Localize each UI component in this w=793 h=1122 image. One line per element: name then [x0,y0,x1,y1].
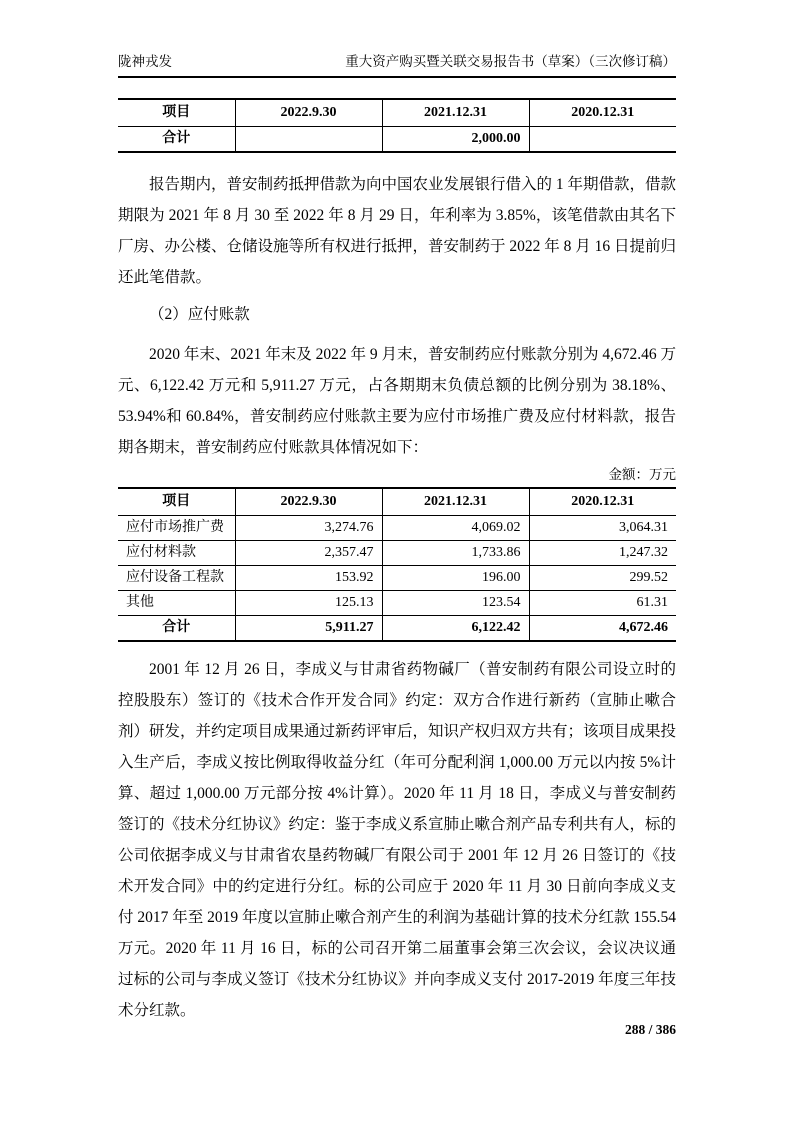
row-value: 5,911.27 [235,616,382,642]
paragraph-technology-dividend: 2001 年 12 月 26 日，李成义与甘肃省药物碱厂（普安制药有限公司设立时的控股股东）签订的《技术合作开发合同》约定：双方合作进行新药（宣肺止嗽合剂）研发，并约定项目成果通过新药评审后，知识产权归双方共有；该项目成果投入生产后，李成义按比例取得收益分红（年可分配利润 1,000.00 万元以内按 5%计算、超过 1,000.00 万元部分按 4%计算）。2020 年 11 月 18 日，李成义与普安制药签订的《技术分红协议》约定：鉴于李成义系宣肺止嗽合剂产品专利共有人，标的公司依据李成义与甘肃省农垦药物碱厂有限公司于 2001 年 12 月 26 日签订的《技术开发合同》中的约定进行分红。标的公司应于 2020 年 11 月 30 日前向李成义支付 2017 年至 2019 年度以宣肺止嗽合剂产生的利润为基础计算的技术分红款 155.54 万元。2020 年 11 月 16 日，标的公司召开第二届董事会第三次会议，会议决议通过标的公司与李成义签订《技术分红协议》并向李成义支付 2017-2019 年度三年技术分红款。 [118,661,677,1019]
table-unit-label: 金额：万元 [608,467,676,482]
row-value: 3,274.76 [235,516,382,541]
table-row [118,516,676,541]
row-value: 2,000.00 [382,127,529,153]
column-header: 项目 [118,99,235,127]
row-value: 153.92 [235,566,382,591]
row-value: 196.00 [382,566,529,591]
row-value: 61.31 [529,591,676,616]
table-header-row [118,488,676,516]
page-header [118,50,676,78]
table-body [118,516,676,642]
row-value: 123.54 [382,591,529,616]
accounts-payable-table [118,487,676,642]
row-label: 应付市场推广费 [118,516,235,541]
row-value: 6,122.42 [382,616,529,642]
row-value [529,127,676,153]
page-number: 288 / 386 [624,1022,676,1037]
paragraph-loan-description: 报告期内，普安制药抵押借款为向中国农业发展银行借入的 1 年期借款，借款期限为 2021 年 8 月 30 至 2022 年 8 月 29 日，年利率为 3.85%，该笔借款由其名下厂房、办公楼、仓储设施等所有权进行抵押，普安制药于 2022 年 8 月 16 日提前归还此笔借款。 [118,176,677,286]
row-value: 125.13 [235,591,382,616]
column-header: 2020.12.31 [529,488,676,516]
row-label: 应付材料款 [118,541,235,566]
paragraph-accounts-payable: 2020 年末、2021 年末及 2022 年 9 月末，普安制药应付账款分别为 4,672.46 万元、6,122.42 万元和 5,911.27 万元，占各期期末负债总额的比例分别为 38.18%、53.94%和 60.84%，普安制药应付账款主要为应付市场推广费及应付材料款，报告期各期末，普安制药应付账款具体情况如下： [118,346,677,456]
row-value: 4,069.02 [382,516,529,541]
table-row [118,127,676,153]
table-row [118,616,676,642]
row-value [235,127,382,153]
table-row [118,566,676,591]
section-heading-accounts-payable: （2）应付账款 [149,306,250,323]
row-value: 4,672.46 [619,620,668,635]
row-label: 合计 [118,127,235,153]
row-value: 299.52 [529,566,676,591]
row-label: 应付设备工程款 [118,566,235,591]
table-header-row [118,99,676,127]
column-header: 2021.12.31 [382,488,529,516]
row-value: 2,357.47 [235,541,382,566]
column-header: 项目 [118,488,235,516]
column-header: 2020.12.31 [529,99,676,127]
table-row [118,591,676,616]
header-company-name: 陇神戎发 [118,54,172,69]
row-value: 3,064.31 [529,516,676,541]
column-header: 2022.9.30 [235,99,382,127]
header-report-title: 重大资产购买暨关联交易报告书（草案）（三次修订稿） [345,54,676,69]
column-header: 2022.9.30 [235,488,382,516]
table-body [118,127,676,153]
row-label: 合计 [118,616,235,642]
row-value: 1,247.32 [529,541,676,566]
document-page [118,50,676,1026]
loan-summary-table [118,98,676,153]
table-row [118,541,676,566]
row-value: 1,733.86 [382,541,529,566]
column-header: 2021.12.31 [382,99,529,127]
row-label: 其他 [118,591,235,616]
